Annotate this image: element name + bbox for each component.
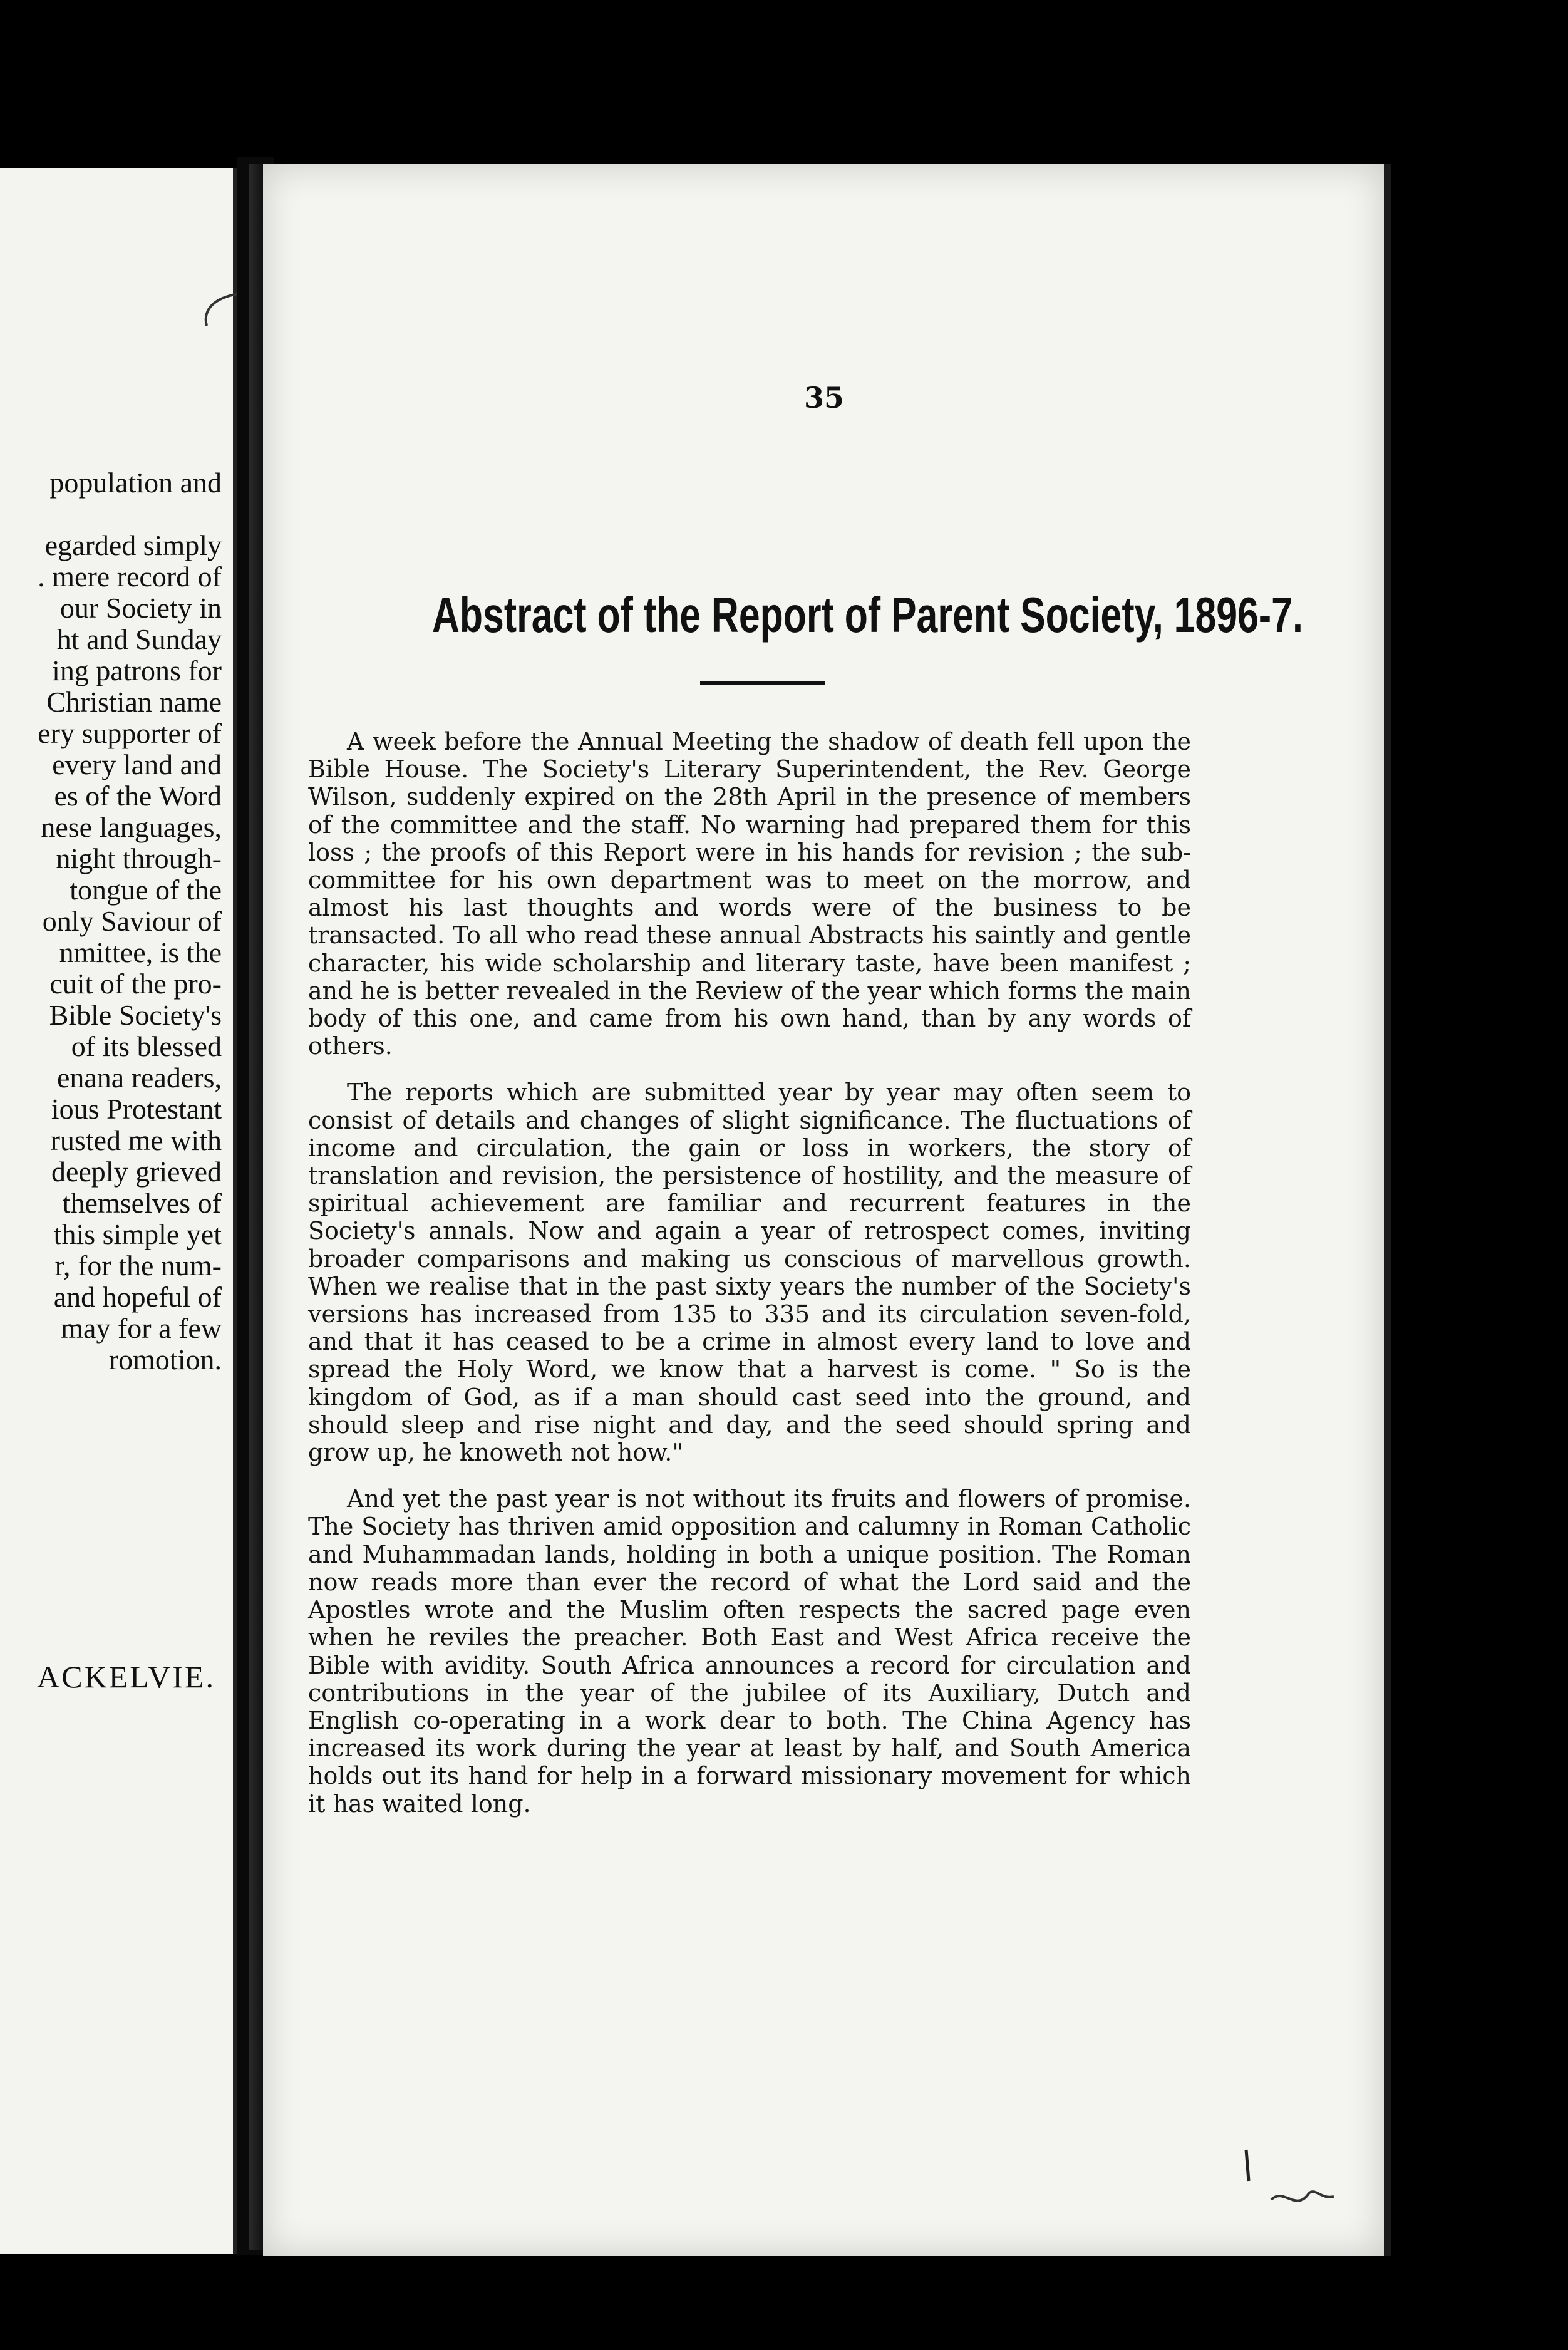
left-line: . mere record of [38, 561, 222, 593]
paragraph: And yet the past year is not without its fruits and flowers of promise. The Society has thriven amid opposition and calumny in Roman Catholic and Muhammadan lands, holding in both a unique position. The Roman now reads more than ever the record of what the Lord said and the Apostles wrote and the Muslim often respects the sacred page even when he reviles the preacher. Both East and West Africa receive the Bible with avidity. South Africa announces a record for circulation and contributions in the year of the jubilee of its Auxiliary, Dutch and English co-operating in a work dear to both. The China Agency has increased its work during the year at least by half, and South America holds out its hand for help in a forward missionary movement for which it has waited long. [308, 1485, 1191, 1818]
left-line: r, for the num- [54, 1250, 222, 1281]
left-line: Bible Society's [49, 999, 222, 1031]
left-line [38, 499, 222, 530]
left-line: population and [49, 467, 222, 499]
left-line: nese languages, [41, 811, 222, 843]
left-line: romotion. [108, 1343, 222, 1375]
left-line: ing patrons for [52, 655, 222, 686]
left-line: and hopeful of [53, 1281, 222, 1313]
left-line: may for a few [61, 1312, 222, 1344]
left-line: deeply grieved [51, 1156, 222, 1188]
report-body [308, 728, 1191, 1836]
gutter-edge [249, 164, 263, 2250]
left-line: night through- [56, 842, 222, 874]
left-facing-page [0, 168, 237, 2254]
left-line: es of the Word [54, 780, 222, 812]
left-line: of its blessed [71, 1030, 222, 1062]
left-line: rusted me with [50, 1124, 222, 1156]
left-page-text [38, 467, 222, 1375]
left-line: enana readers, [56, 1062, 222, 1094]
left-line: nmittee, is the [59, 936, 222, 968]
left-line: Christian name [46, 686, 222, 718]
left-line: egarded simply [44, 529, 222, 561]
left-page-signature: ACKELVIE. [37, 1659, 215, 1694]
ink-mark-icon [1227, 2143, 1340, 2218]
page-number: 35 [803, 381, 844, 415]
left-line: ht and Sunday [56, 623, 222, 655]
left-line: cuit of the pro- [49, 968, 222, 1000]
left-line: ious Protestant [51, 1093, 222, 1125]
left-line: our Society in [59, 592, 222, 624]
left-line: only Saviour of [42, 905, 222, 937]
main-page [263, 164, 1384, 2256]
title-rule [700, 681, 825, 685]
left-line: themselves of [62, 1187, 222, 1219]
left-line: tongue of the [70, 874, 222, 906]
page-edge [1384, 164, 1391, 2256]
left-line: this simple yet [53, 1218, 222, 1250]
paragraph: A week before the Annual Meeting the shadow of death fell upon the Bible House. The Society's Literary Superintendent, the Rev. George Wilson, suddenly expired on the 28th April in the presence of members of the committee and the staff. No warning had prepared them for this loss ; the proofs of this Report were in his hands for revision ; the sub-committee for his own department was to meet on the morrow, and almost his last thoughts and words were of the business to be transacted. To all who read these annual Abstracts his saintly and gentle character, his wide scholarship and literary taste, have been manifest ; and he is better revealed in the Review of the year which forms the main body of this one, and came from his own hand, than by any words of others. [308, 728, 1191, 1060]
left-line: ery supporter of [38, 717, 222, 749]
left-line: every land and [52, 748, 222, 780]
paragraph: The reports which are submitted year by year may often seem to consist of details and changes of slight significance. The fluctuations of income and circulation, the gain or loss in workers, the story of translation and revision, the persistence of hostility, and the measure of spiritual achievement are familiar and recurrent features in the Society's annals. Now and again a year of retrospect comes, inviting broader comparisons and making us conscious of marvellous growth. When we realise that in the past sixty years the number of the Society's versions has increased from 135 to 335 and its circulation seven-fold, and that it has ceased to be a crime in almost every land to love and spread the Holy Word, we know that a harvest is come. " So is the kingdom of God, as if a man should cast seed into the ground, and should sleep and rise night and day, and the seed should spring and grow up, he knoweth not how." [308, 1079, 1191, 1467]
page-title: Abstract of the Report of Parent Society, 1896-7. [432, 587, 1303, 643]
